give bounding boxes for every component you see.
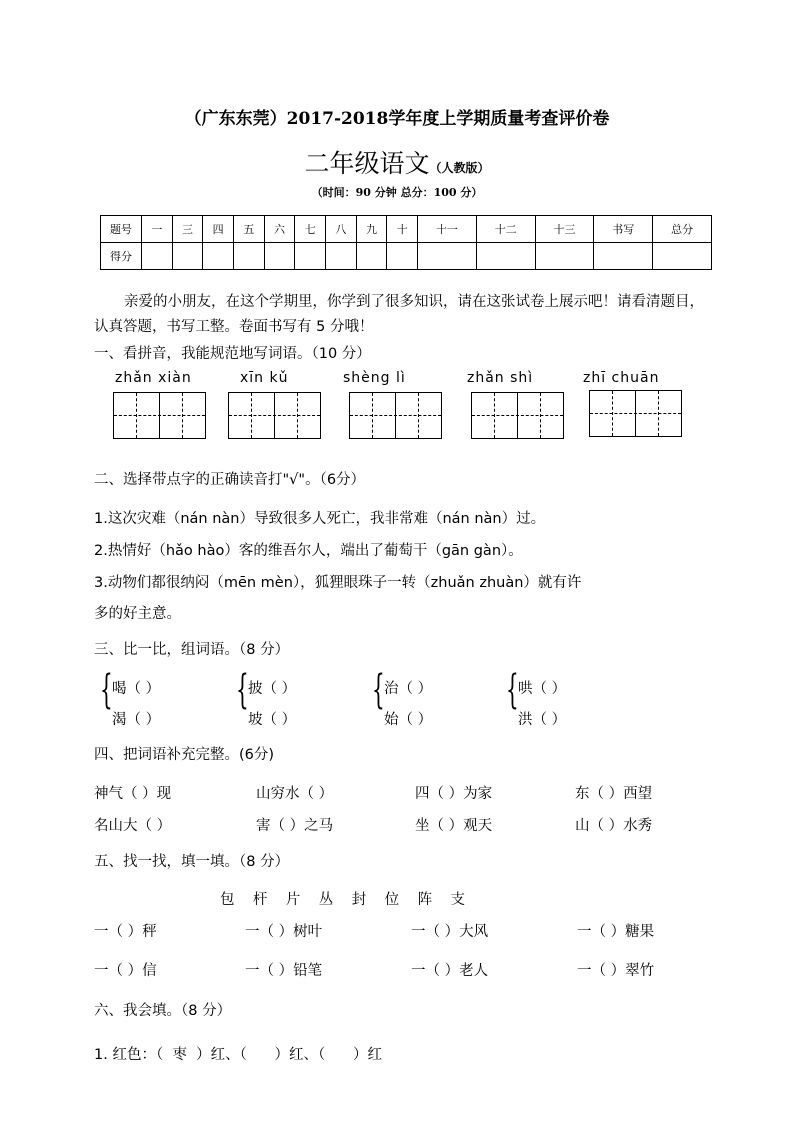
q5-item: 一（ ）老人: [411, 963, 489, 979]
subject-title: [0, 144, 794, 180]
q6-title: 六、我会填。（8 分）: [94, 1003, 232, 1019]
score-table-score-row: [101, 243, 712, 270]
q4-item: 神气（ ）现: [94, 786, 172, 802]
q5-title: 五、找一找，填一填。（8 分）: [94, 854, 290, 870]
q4-title: 四、把词语补充完整。(6分): [94, 747, 275, 763]
score-cell[interactable]: [594, 243, 653, 270]
q4-item: 山穷水（ ）: [256, 786, 334, 802]
score-cell[interactable]: [535, 243, 594, 270]
q5-item: 一（ ）秤: [94, 924, 157, 940]
time-info: （时间：90 分钟 总分：100 分）: [311, 186, 483, 199]
exam-title: （广东东莞）2017-2018学年度上学期质量考查评价卷: [184, 109, 610, 129]
q3-pair-1-top: 喝（ ）: [112, 681, 161, 697]
pinyin-4: zhǎn shì: [467, 370, 534, 386]
q4-item: 坐（ ）观天: [415, 818, 493, 834]
q3-pair-3-bottom: 始（ ）: [384, 712, 433, 728]
score-cell[interactable]: [387, 243, 418, 270]
col-header: 书写: [594, 216, 653, 243]
col-header: 五: [234, 216, 265, 243]
q4-item: 四（ ）为家: [415, 786, 493, 802]
score-cell[interactable]: [203, 243, 234, 270]
score-cell[interactable]: [653, 243, 712, 270]
writing-grid[interactable]: [589, 390, 682, 437]
q4-item: 害（ ）之马: [256, 818, 334, 834]
col-header: 三: [172, 216, 203, 243]
writing-grid[interactable]: [471, 392, 564, 439]
writing-grid[interactable]: [228, 392, 321, 439]
q2-line-4: 多的好主意。: [94, 606, 181, 622]
col-header: 十: [387, 216, 418, 243]
score-cell[interactable]: [142, 243, 173, 270]
score-cell[interactable]: [264, 243, 295, 270]
q3-title: 三、比一比，组词语。（8 分）: [94, 642, 290, 658]
col-header: 十二: [476, 216, 535, 243]
q5-item: 一（ ）铅笔: [245, 963, 323, 979]
row-label-score: 得分: [101, 243, 142, 270]
writing-grid[interactable]: [113, 392, 206, 439]
score-cell[interactable]: [172, 243, 203, 270]
q5-item: 一（ ）信: [94, 963, 157, 979]
pinyin-3: shèng lì: [343, 370, 406, 386]
col-header: 一: [142, 216, 173, 243]
col-header: 九: [356, 216, 387, 243]
score-table: [100, 215, 712, 270]
q3-pair-2-top: 披（ ）: [248, 681, 297, 697]
q3-pair-2-bottom: 坡（ ）: [248, 712, 297, 728]
q2-line-2: 2.热情好（hǎo hào）客的维吾尔人，端出了葡萄干（gān gàn）。: [94, 543, 523, 559]
q1-title: 一、看拼音，我能规范地写词语。（10 分）: [94, 346, 371, 362]
edition-label: （人教版）: [429, 161, 490, 175]
brace-icon: {: [236, 667, 249, 713]
pinyin-2: xīn kǔ: [240, 370, 289, 386]
score-cell[interactable]: [476, 243, 535, 270]
brace-icon: {: [506, 667, 519, 713]
row-label-question: 题号: [101, 216, 142, 243]
writing-grid[interactable]: [349, 392, 442, 439]
col-header: 十三: [535, 216, 594, 243]
q5-word-bank: 包 杆 片 丛 封 位 阵 支: [220, 892, 466, 908]
score-cell[interactable]: [326, 243, 357, 270]
q4-item: 山（ ）水秀: [575, 818, 653, 834]
q2-line-3: 3.动物们都很纳闷（mēn mèn），狐狸眼珠子一转（zhuǎn zhuàn）就有许: [94, 575, 582, 591]
q2-line-1: 1.这次灾难（nán nàn）导致很多人死亡，我非常难（nán nàn）过。: [94, 511, 546, 527]
col-header: 总分: [653, 216, 712, 243]
q5-item: 一（ ）糖果: [577, 924, 655, 940]
subject-name: 二年级语文: [304, 149, 430, 178]
brace-icon: {: [372, 667, 385, 713]
q4-item: 名山大（ ）: [94, 818, 172, 834]
pinyin-5: zhī chuān: [583, 370, 660, 386]
score-cell[interactable]: [234, 243, 265, 270]
score-cell[interactable]: [418, 243, 477, 270]
pinyin-1: zhǎn xiàn: [115, 370, 192, 386]
intro-paragraph: 亲爱的小朋友，在这个学期里，你学到了很多知识，请在这张试卷上展示吧！请看清题目，认真答题，书写工整。卷面书写有 5 分哦！: [94, 294, 704, 335]
q2-title: 二、选择带点字的正确读音打"√"。（6分）: [94, 472, 366, 488]
score-cell[interactable]: [356, 243, 387, 270]
q3-pair-4-bottom: 洪（ ）: [518, 712, 567, 728]
q5-item: 一（ ）翠竹: [577, 963, 655, 979]
col-header: 六: [264, 216, 295, 243]
q5-item: 一（ ）树叶: [245, 924, 323, 940]
q3-pair-3-top: 治（ ）: [384, 681, 433, 697]
q4-item: 东（ ）西望: [575, 786, 653, 802]
col-header: 七: [295, 216, 326, 243]
col-header: 十一: [418, 216, 477, 243]
col-header: 四: [203, 216, 234, 243]
q3-pair-4-top: 哄（ ）: [518, 681, 567, 697]
q5-item: 一（ ）大风: [411, 924, 489, 940]
brace-icon: {: [100, 667, 113, 713]
score-table-header-row: [101, 216, 712, 243]
score-cell[interactable]: [295, 243, 326, 270]
col-header: 八: [326, 216, 357, 243]
q6-line-1: 1. 红色：（ 枣 ）红、（ ）红、（ ）红: [94, 1047, 382, 1063]
q3-pair-1-bottom: 渴（ ）: [112, 712, 161, 728]
